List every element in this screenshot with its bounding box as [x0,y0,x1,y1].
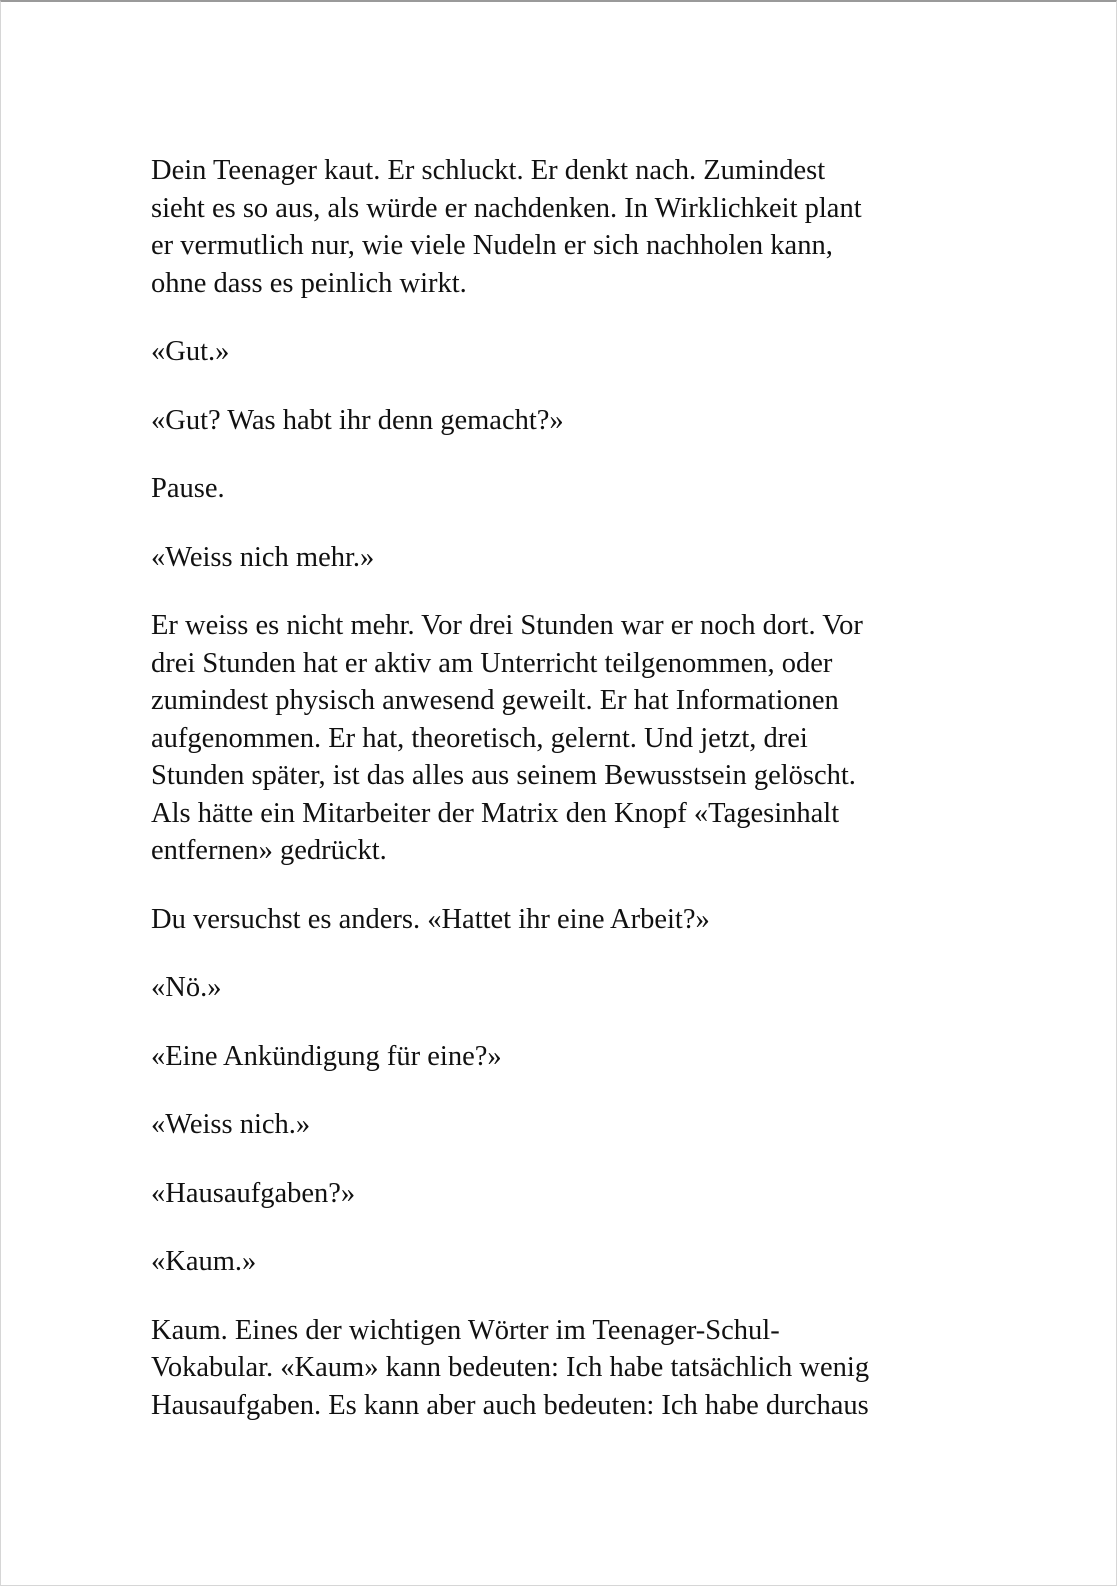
paragraph [151,470,971,508]
paragraph [151,1312,971,1425]
paragraph [151,1175,971,1213]
text-line: Vokabular. «Kaum» kann bedeuten: Ich habe tatsächlich wenig [151,1352,870,1383]
paragraph [151,152,971,302]
text-line: Kaum. Eines der wichtigen Wörter im Teenager-Schul- [151,1314,780,1346]
paragraph [151,333,971,371]
paragraph [151,1106,971,1144]
text-line: Als hätte ein Mitarbeiter der Matrix den Knopf «Tagesinhalt [151,797,840,829]
text-line: «Weiss nich.» [151,1109,311,1140]
paragraph [151,1038,971,1076]
text-line: Dein Teenager kaut. Er schluckt. Er denkt nach. Zumindest [151,155,826,186]
text-line: «Eine Ankündigung für eine?» [151,1040,502,1072]
paragraph [151,607,971,870]
paragraph [151,402,971,440]
text-line: Er weiss es nicht mehr. Vor drei Stunden war er noch dort. Vor [151,610,863,641]
paragraph [151,969,971,1007]
paragraph [151,539,971,577]
text-line: «Gut.» [151,336,230,367]
paragraph [151,901,971,939]
text-line: «Hausaufgaben?» [151,1177,356,1209]
text-line: aufgenommen. Er hat, theoretisch, gelernt. Und jetzt, drei [151,722,808,754]
text-line: Stunden später, ist das alles aus seinem Bewusstsein gelöscht. [151,760,856,791]
text-line: entfernen» gedrückt. [151,835,387,866]
text-line: sieht es so aus, als würde er nachdenken. In Wirklichkeit plant [151,192,862,224]
text-line: «Kaum.» [151,1246,257,1277]
text-line: Du versuchst es anders. «Hattet ihr eine Arbeit?» [151,903,710,935]
text-line: «Weiss nich mehr.» [151,541,375,573]
text-line: «Nö.» [151,972,222,1003]
text-line: zumindest physisch anwesend geweilt. Er hat Informationen [151,685,839,716]
text-line: ohne dass es peinlich wirkt. [151,267,467,299]
text-line: Hausaufgaben. Es kann aber auch bedeuten: Ich habe durchaus [151,1389,869,1421]
text-line: «Gut? Was habt ihr denn gemacht?» [151,404,564,436]
document-body [151,152,971,1455]
text-line: er vermutlich nur, wie viele Nudeln er sich nachholen kann, [151,230,833,261]
text-line: Pause. [151,473,225,504]
text-line: drei Stunden hat er aktiv am Unterricht teilgenommen, oder [151,647,833,679]
paragraph [151,1243,971,1281]
